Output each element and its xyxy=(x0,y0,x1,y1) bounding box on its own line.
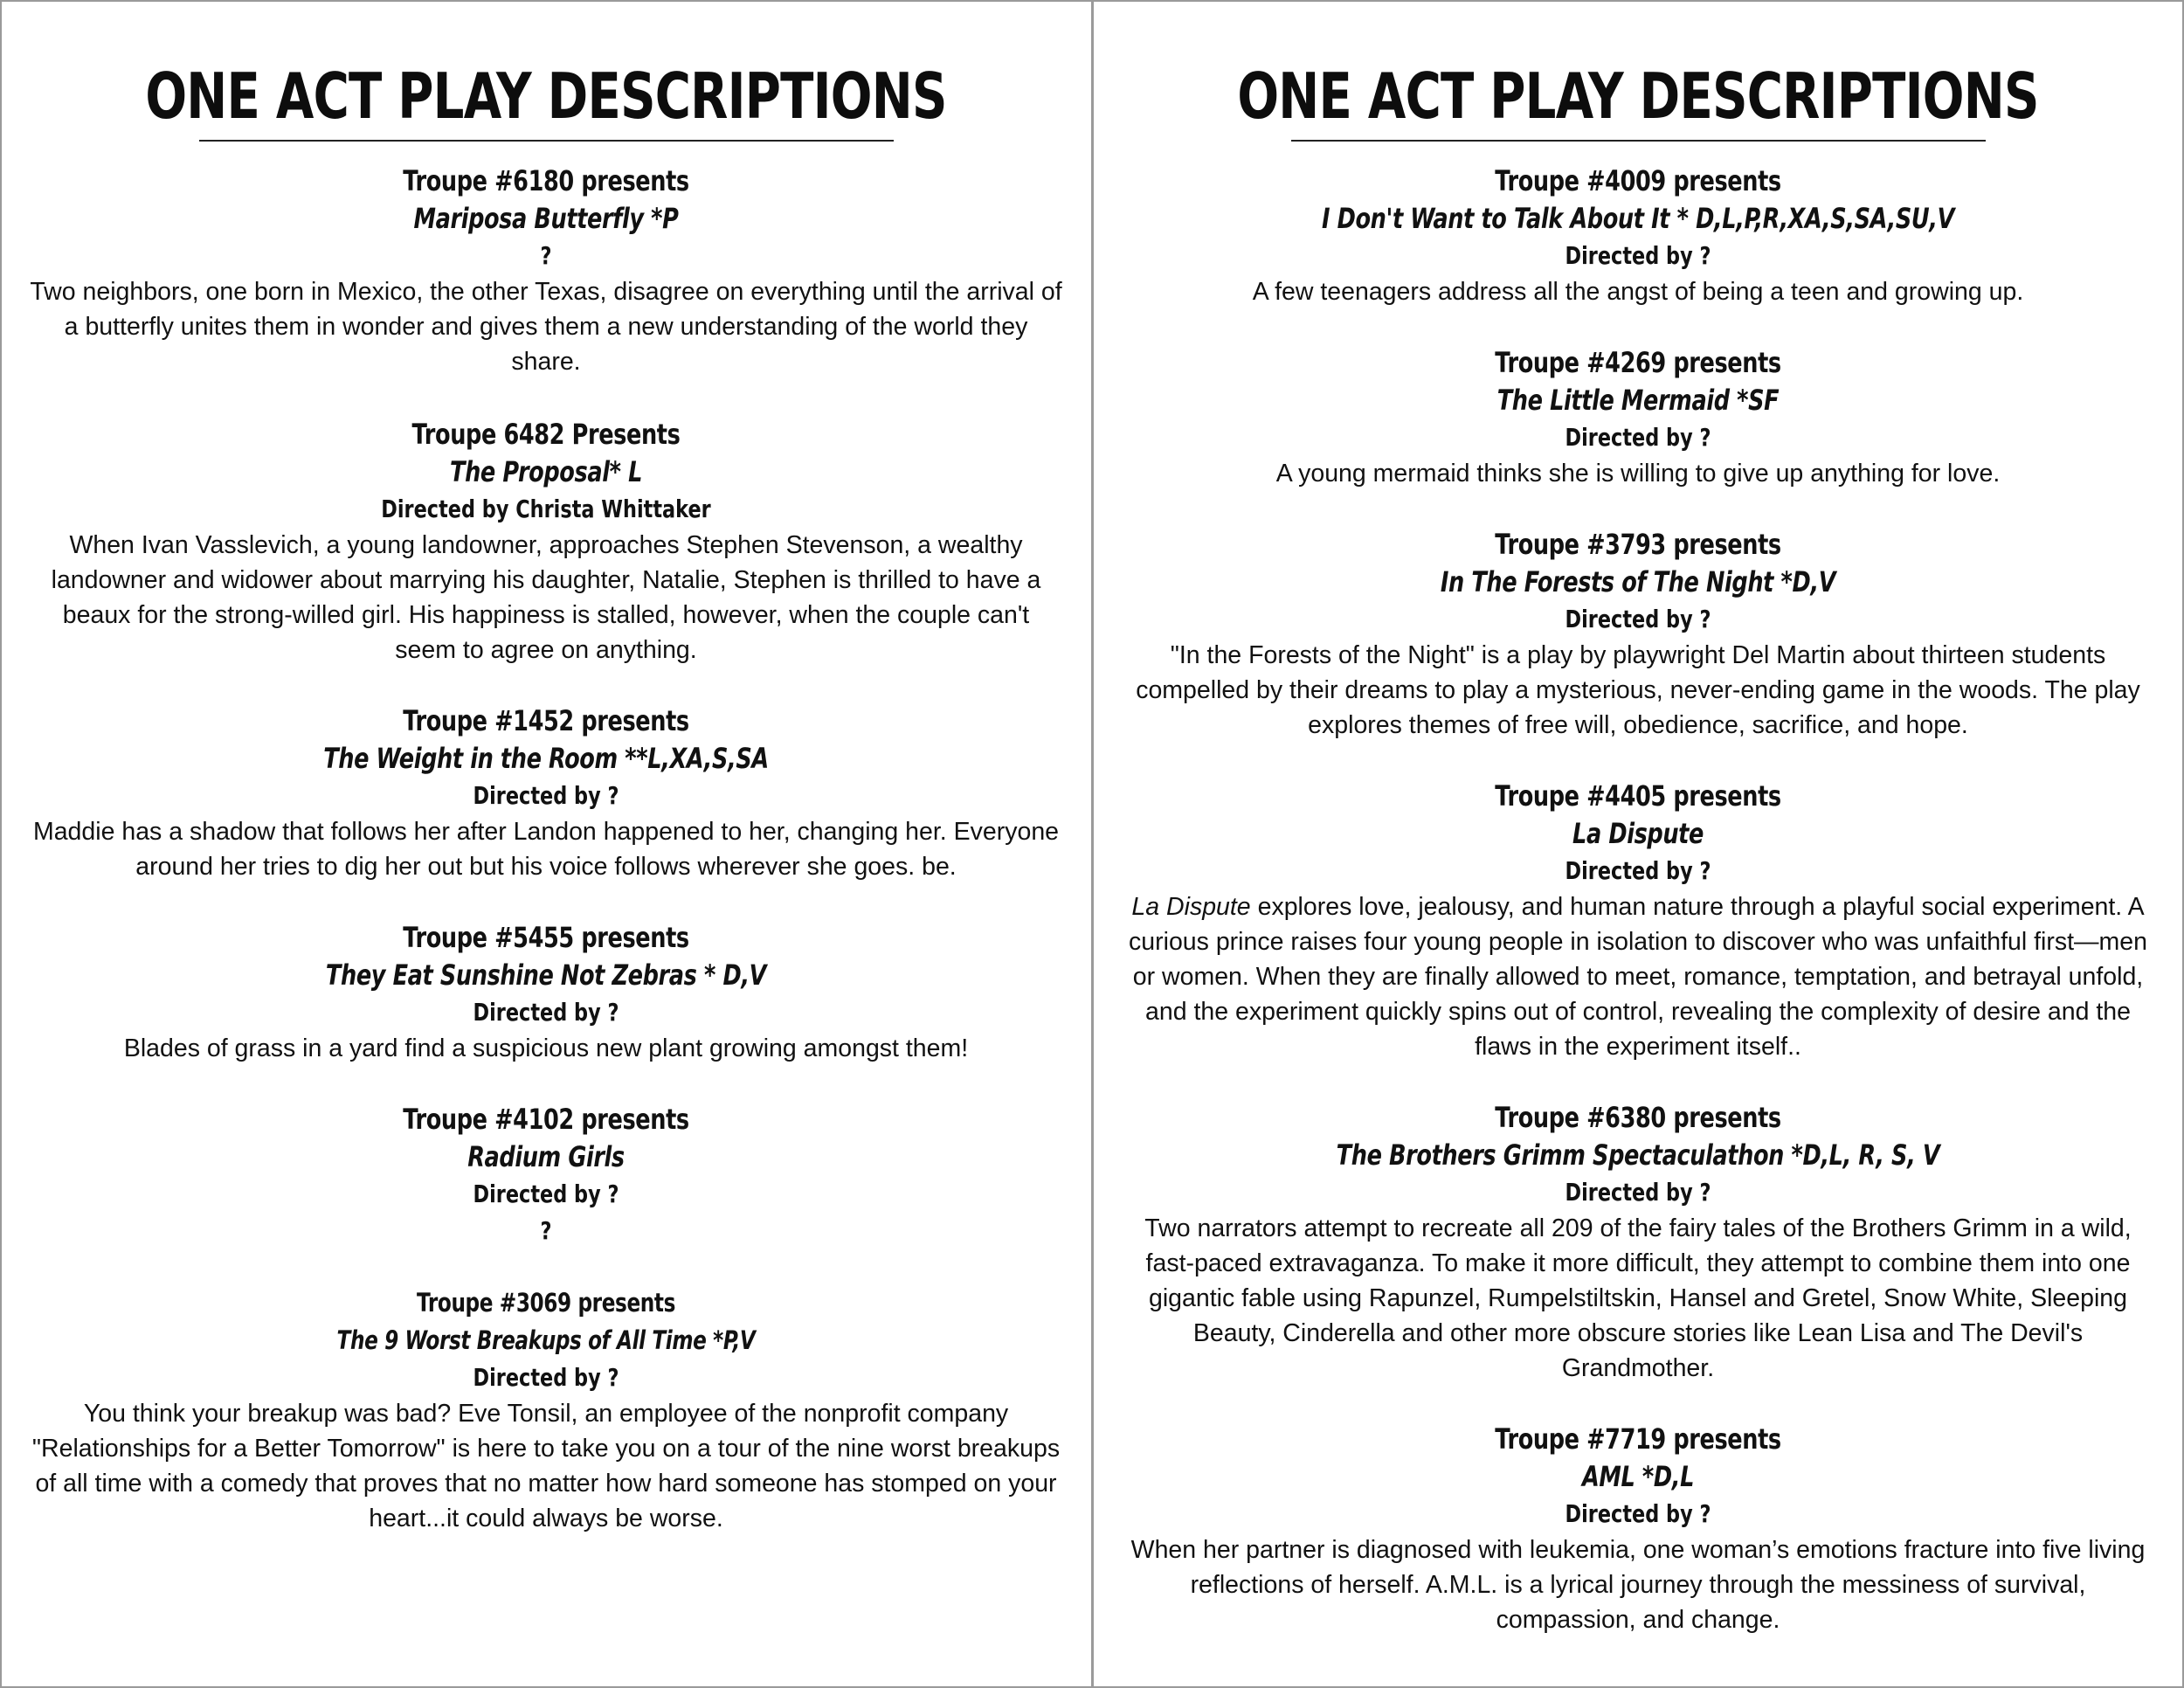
director-line: Directed by ? xyxy=(473,1180,619,1208)
director-line: Directed by ? xyxy=(1565,1499,1711,1528)
play-entry xyxy=(1114,1099,2162,1386)
director-line: Directed by ? xyxy=(1565,856,1711,885)
left-column xyxy=(22,0,1070,1571)
play-description: Two narrators attempt to recreate all 209 of the fairy tales of the Brothers Grimm in a wild, fast-paced extravaganza. To make it more difficult, they attempt to combine them into one gigantic fable using Rapunzel, Rumpelstiltskin, Hansel and Gretel, Snow White, Sleeping Beauty, Cinderella and other more obscure stories like Lean Lisa and The Devil's Grandmother. xyxy=(1144,1214,2132,1382)
play-entry xyxy=(1114,778,2162,1064)
play-title: Mariposa Butterfly *P xyxy=(413,202,679,235)
play-title: AML *D,L xyxy=(1582,1460,1694,1493)
play-title: The 9 Worst Breakups of All Time *P,V xyxy=(336,1325,756,1355)
director-line: Directed by ? xyxy=(1565,1178,1711,1207)
play-title: Radium Girls xyxy=(467,1140,625,1173)
troupe-line: Troupe #1452 presents xyxy=(403,704,689,737)
play-description: Blades of grass in a yard find a suspicious new plant growing amongst them! xyxy=(123,1034,969,1062)
heading-rule xyxy=(199,140,894,142)
page-heading: ONE ACT PLAY DESCRIPTIONS xyxy=(145,59,947,133)
play-title: The Proposal* L xyxy=(450,455,642,488)
troupe-line: Troupe #6180 presents xyxy=(403,164,689,197)
director-line: Directed by ? xyxy=(1565,423,1711,452)
play-description: When Ivan Vasslevich, a young landowner, approaches Stephen Stevenson, a wealthy landowner and widower about marrying his daughter, Natalie, Stephen is thrilled to have a beaux for the strong-willed girl. His happiness is stalled, however, when the couple can't seem to agree on anything. xyxy=(51,531,1041,664)
director-line: Directed by ? xyxy=(473,1363,619,1392)
play-entry xyxy=(22,702,1070,884)
play-entry xyxy=(1114,344,2162,491)
play-description: Two neighbors, one born in Mexico, the other Texas, disagree on everything until the arrival of a butterfly unites them in wonder and gives them a new understanding of the world they share. xyxy=(30,278,1062,376)
director-line: Directed by ? xyxy=(1565,241,1711,270)
director-line: Directed by ? xyxy=(1565,605,1711,633)
troupe-line: Troupe #4009 presents xyxy=(1495,164,1781,197)
director-line: Directed by ? xyxy=(473,998,619,1027)
troupe-line: Troupe #3793 presents xyxy=(1495,528,1781,561)
play-description: When her partner is diagnosed with leukemia, one woman’s emotions fracture into five living reflections of herself. A.M.L. is a lyrical journey through the messiness of survival, compassion, and change. xyxy=(1130,1536,2146,1634)
play-title: La Dispute xyxy=(1572,817,1704,850)
play-entry xyxy=(1114,163,2162,309)
director-line: Directed by Christa Whittaker xyxy=(381,495,711,523)
play-description: A young mermaid thinks she is willing to give up anything for love. xyxy=(1275,460,2001,488)
play-entry xyxy=(1114,1421,2162,1637)
play-title: The Brothers Grimm Spectaculathon *D,L, R, S, V xyxy=(1336,1138,1940,1172)
play-entry xyxy=(1114,526,2162,743)
play-entry xyxy=(22,416,1070,668)
troupe-line: Troupe #3069 presents xyxy=(416,1288,676,1318)
play-title: The Weight in the Room **L,XA,S,SA xyxy=(323,742,769,775)
play-title: In The Forests of The Night *D,V xyxy=(1440,565,1836,598)
troupe-line: Troupe #4269 presents xyxy=(1495,346,1781,379)
play-title: I Don't Want to Talk About It * D,L,P,R,XA,S,SA,SU,V xyxy=(1322,202,1954,235)
play-description: You think your breakup was bad? Eve Tonsil, an employee of the nonprofit company "Relationships for a Better Tomorrow" is here to take you on a tour of the nine worst breakups of all time with a comedy that proves that no matter how hard someone has stomped on your heart...it could always be worse. xyxy=(31,1400,1061,1532)
troupe-line: Troupe #4102 presents xyxy=(403,1103,689,1136)
right-column xyxy=(1114,0,2162,1672)
play-entry xyxy=(22,1284,1070,1536)
play-entry xyxy=(22,919,1070,1066)
play-description xyxy=(1114,889,2162,1064)
play-description: ? xyxy=(540,1216,552,1245)
page-heading: ONE ACT PLAY DESCRIPTIONS xyxy=(1237,59,2039,133)
heading-rule xyxy=(1291,140,1986,142)
troupe-line: Troupe #6380 presents xyxy=(1495,1101,1781,1134)
column-divider xyxy=(1091,0,1094,1688)
play-description: Maddie has a shadow that follows her after Landon happened to her, changing her. Everyone around her tries to dig her out but his voice follows wherever she goes. be. xyxy=(32,818,1060,881)
play-title: The Little Mermaid *SF xyxy=(1496,384,1780,417)
play-description: A few teenagers address all the angst of being a teen and growing up. xyxy=(1252,278,2024,306)
troupe-line: Troupe 6482 Presents xyxy=(411,418,681,451)
play-title: They Eat Sunshine Not Zebras * D,V xyxy=(325,958,767,992)
troupe-line: Troupe #5455 presents xyxy=(403,921,689,954)
director-line: ? xyxy=(540,241,552,270)
play-entry xyxy=(22,1101,1070,1249)
director-line: Directed by ? xyxy=(473,781,619,810)
troupe-line: Troupe #7719 presents xyxy=(1495,1422,1781,1456)
play-description-title: La Dispute xyxy=(1131,893,1251,921)
troupe-line: Troupe #4405 presents xyxy=(1495,779,1781,813)
play-description: "In the Forests of the Night" is a play by playwright Del Martin about thirteen students compelled by their dreams to play a mysterious, never-ending game in the woods. The play explores themes of free will, obedience, sacrifice, and hope. xyxy=(1136,641,2140,739)
play-entry xyxy=(22,163,1070,379)
play-description-text: explores love, jealousy, and human nature through a playful social experiment. A curious prince raises four young people in isolation to discover who was unfaithful first—men or women. When they are finally allowed to meet, romance, temptation, and betrayal unfold, and the experiment quickly spins out of control, revealing the complexity of desire and the flaws in the experiment itself.. xyxy=(1129,893,2147,1061)
